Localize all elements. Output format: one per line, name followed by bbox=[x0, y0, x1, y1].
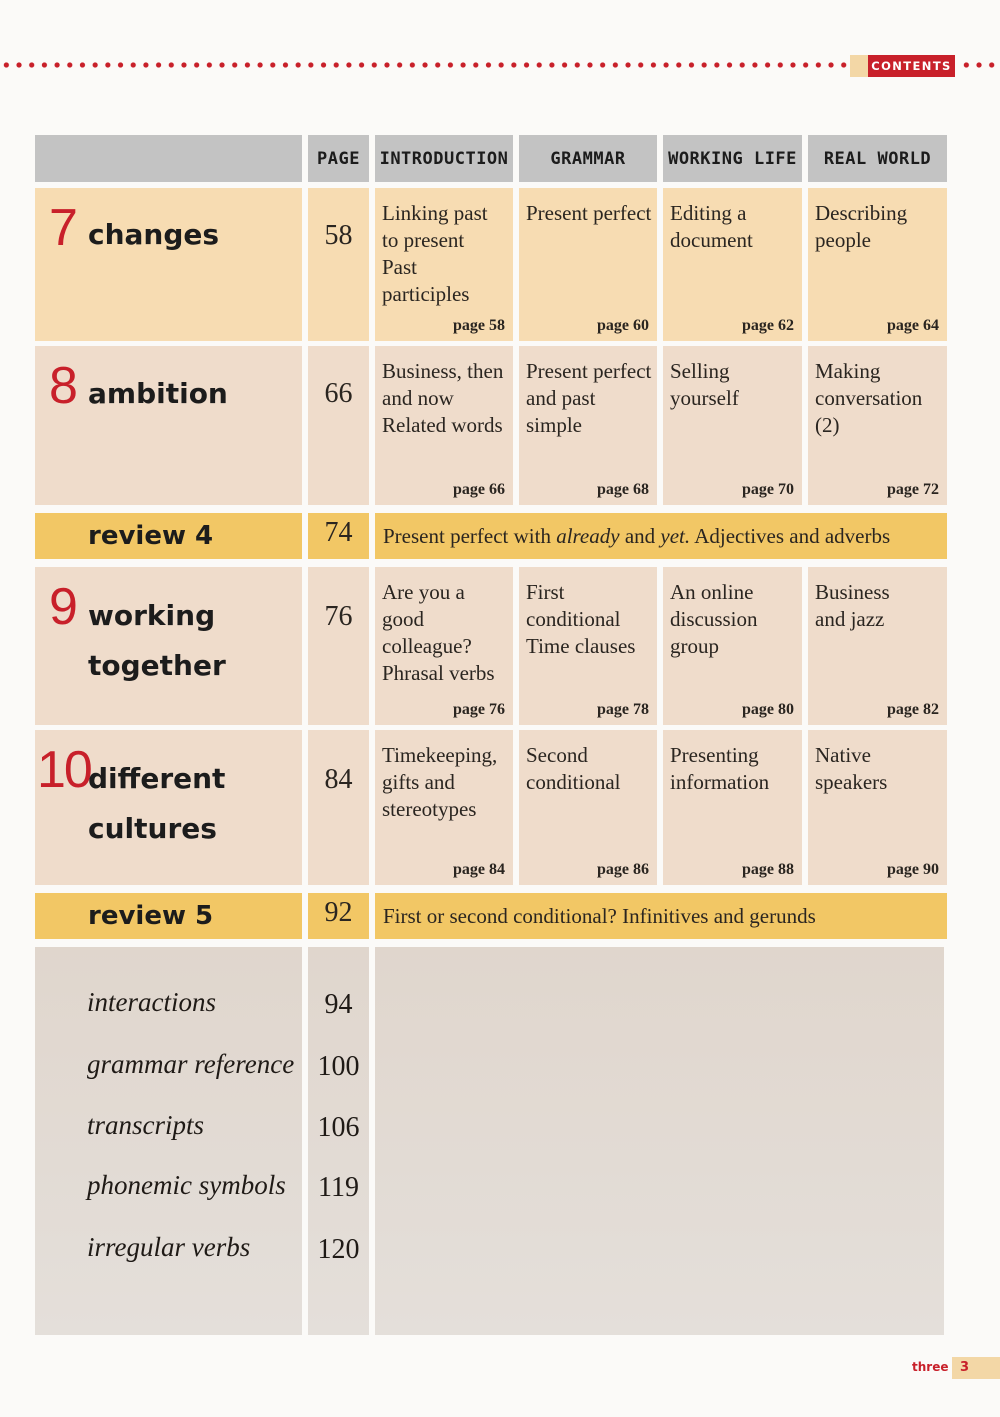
page-number-tab: 3 bbox=[952, 1357, 1000, 1379]
review-4-summary bbox=[375, 513, 947, 559]
review-4-page-cell bbox=[308, 513, 369, 559]
unit-8-working-life bbox=[663, 346, 802, 505]
unit-number: 9 bbox=[49, 578, 76, 636]
topic-page-ref: page 84 bbox=[453, 861, 505, 878]
reference-item-page: 120 bbox=[317, 1234, 360, 1265]
unit-page-number: 66 bbox=[324, 378, 353, 409]
unit-8-title-cell bbox=[35, 346, 302, 505]
unit-9-grammar bbox=[519, 567, 657, 725]
review-5-summary bbox=[375, 893, 947, 939]
column-header-introduction: INTRODUCTION bbox=[375, 135, 513, 182]
reference-item-page: 119 bbox=[318, 1172, 359, 1203]
unit-7-working-life bbox=[663, 188, 802, 341]
topic-text: Are you a good colleague? Phrasal verbs bbox=[382, 580, 495, 685]
review-summary-text: Present perfect with already and yet. Adjectives and adverbs bbox=[383, 524, 891, 548]
topic-text: Business, then and now Related words bbox=[382, 359, 504, 437]
column-header-real-world: REAL WORLD bbox=[808, 135, 947, 182]
topic-page-ref: page 66 bbox=[453, 481, 505, 498]
unit-7-real-world bbox=[808, 188, 947, 341]
reference-labels-cell bbox=[35, 947, 302, 1335]
unit-8-page-cell bbox=[308, 346, 369, 505]
unit-page-number: 76 bbox=[324, 601, 353, 632]
contents-tag: CONTENTS bbox=[868, 55, 955, 77]
topic-text: Business and jazz bbox=[815, 580, 890, 631]
topic-page-ref: page 86 bbox=[597, 861, 649, 878]
unit-9-page-cell bbox=[308, 567, 369, 725]
unit-8-grammar bbox=[519, 346, 657, 505]
unit-9-real-world bbox=[808, 567, 947, 725]
column-header-working-life: WORKING LIFE bbox=[663, 135, 802, 182]
reference-item-label: transcripts bbox=[87, 1110, 205, 1140]
reference-item-page: 94 bbox=[324, 989, 353, 1020]
review-title: review 4 bbox=[88, 521, 214, 551]
review-page-number: 74 bbox=[324, 517, 353, 548]
topic-text: Presenting information bbox=[670, 743, 770, 794]
topic-text: Timekeeping, gifts and stereotypes bbox=[382, 743, 498, 821]
topic-page-ref: page 78 bbox=[597, 701, 649, 718]
review-5-title-cell bbox=[35, 893, 302, 939]
topic-text: Linking past to present Past participles bbox=[382, 201, 488, 306]
topic-text: Present perfect bbox=[526, 201, 652, 225]
topic-page-ref: page 82 bbox=[887, 701, 939, 718]
unit-title: changes bbox=[88, 218, 220, 251]
topic-text: Present perfect and past simple bbox=[526, 359, 652, 437]
unit-9-working-life bbox=[663, 567, 802, 725]
topic-text: Making conversation (2) bbox=[815, 359, 923, 437]
unit-9-introduction bbox=[375, 567, 513, 725]
unit-7-grammar bbox=[519, 188, 657, 341]
topic-text: Selling yourself bbox=[670, 359, 739, 410]
column-header-grammar: GRAMMAR bbox=[519, 135, 657, 182]
unit-7-page-cell bbox=[308, 188, 369, 341]
header-blank bbox=[35, 135, 302, 182]
unit-10-real-world bbox=[808, 730, 947, 885]
reference-item-label: phonemic symbols bbox=[87, 1170, 286, 1200]
column-header-page: PAGE bbox=[308, 135, 369, 182]
unit-10-grammar bbox=[519, 730, 657, 885]
unit-title: different cultures bbox=[88, 762, 226, 845]
unit-9-title-cell bbox=[35, 567, 302, 725]
reference-pages-cell bbox=[308, 947, 369, 1335]
unit-page-number: 84 bbox=[324, 764, 353, 795]
unit-number: 7 bbox=[49, 199, 76, 257]
unit-10-working-life bbox=[663, 730, 802, 885]
unit-10-title-cell bbox=[35, 730, 302, 885]
topic-text: First conditional Time clauses bbox=[526, 580, 636, 658]
topic-text: Describing people bbox=[815, 201, 908, 252]
topic-page-ref: page 90 bbox=[887, 861, 939, 878]
reference-blank-panel bbox=[375, 947, 944, 1335]
topic-text: Second conditional bbox=[526, 743, 621, 794]
topic-page-ref: page 60 bbox=[597, 317, 649, 334]
topic-text: An online discussion group bbox=[670, 580, 758, 658]
page-word: three bbox=[912, 1360, 949, 1374]
review-title: review 5 bbox=[88, 901, 214, 931]
reference-item-page: 100 bbox=[317, 1051, 360, 1082]
unit-7-introduction bbox=[375, 188, 513, 341]
unit-number: 8 bbox=[49, 357, 76, 415]
topic-text: Native speakers bbox=[815, 743, 888, 794]
unit-number: 10 bbox=[37, 741, 91, 799]
topic-page-ref: page 58 bbox=[453, 317, 505, 334]
reference-item-label: grammar reference bbox=[87, 1049, 295, 1079]
unit-10-introduction bbox=[375, 730, 513, 885]
unit-page-number: 58 bbox=[324, 220, 353, 251]
topic-page-ref: page 68 bbox=[597, 481, 649, 498]
review-summary-text: First or second conditional? Infinitives and gerunds bbox=[383, 904, 816, 928]
reference-item-label: interactions bbox=[87, 987, 216, 1017]
unit-8-real-world bbox=[808, 346, 947, 505]
unit-7-title-cell bbox=[35, 188, 302, 341]
review-page-number: 92 bbox=[324, 897, 353, 928]
topic-page-ref: page 62 bbox=[742, 317, 794, 334]
review-5-page-cell bbox=[308, 893, 369, 939]
topic-page-ref: page 64 bbox=[887, 317, 939, 334]
unit-8-introduction bbox=[375, 346, 513, 505]
topic-page-ref: page 88 bbox=[742, 861, 794, 878]
reference-item-page: 106 bbox=[317, 1112, 360, 1143]
reference-item-label: irregular verbs bbox=[87, 1232, 251, 1262]
topic-page-ref: page 70 bbox=[742, 481, 794, 498]
topic-page-ref: page 76 bbox=[453, 701, 505, 718]
review-4-title-cell bbox=[35, 513, 302, 559]
dotted-rule-right bbox=[960, 58, 1000, 72]
topic-page-ref: page 72 bbox=[887, 481, 939, 498]
unit-10-page-cell bbox=[308, 730, 369, 885]
topic-page-ref: page 80 bbox=[742, 701, 794, 718]
topic-text: Editing a document bbox=[670, 201, 753, 252]
unit-title: working together bbox=[88, 599, 226, 682]
unit-title: ambition bbox=[88, 377, 228, 410]
dotted-rule-left bbox=[0, 58, 850, 72]
contents-strip bbox=[850, 55, 870, 77]
